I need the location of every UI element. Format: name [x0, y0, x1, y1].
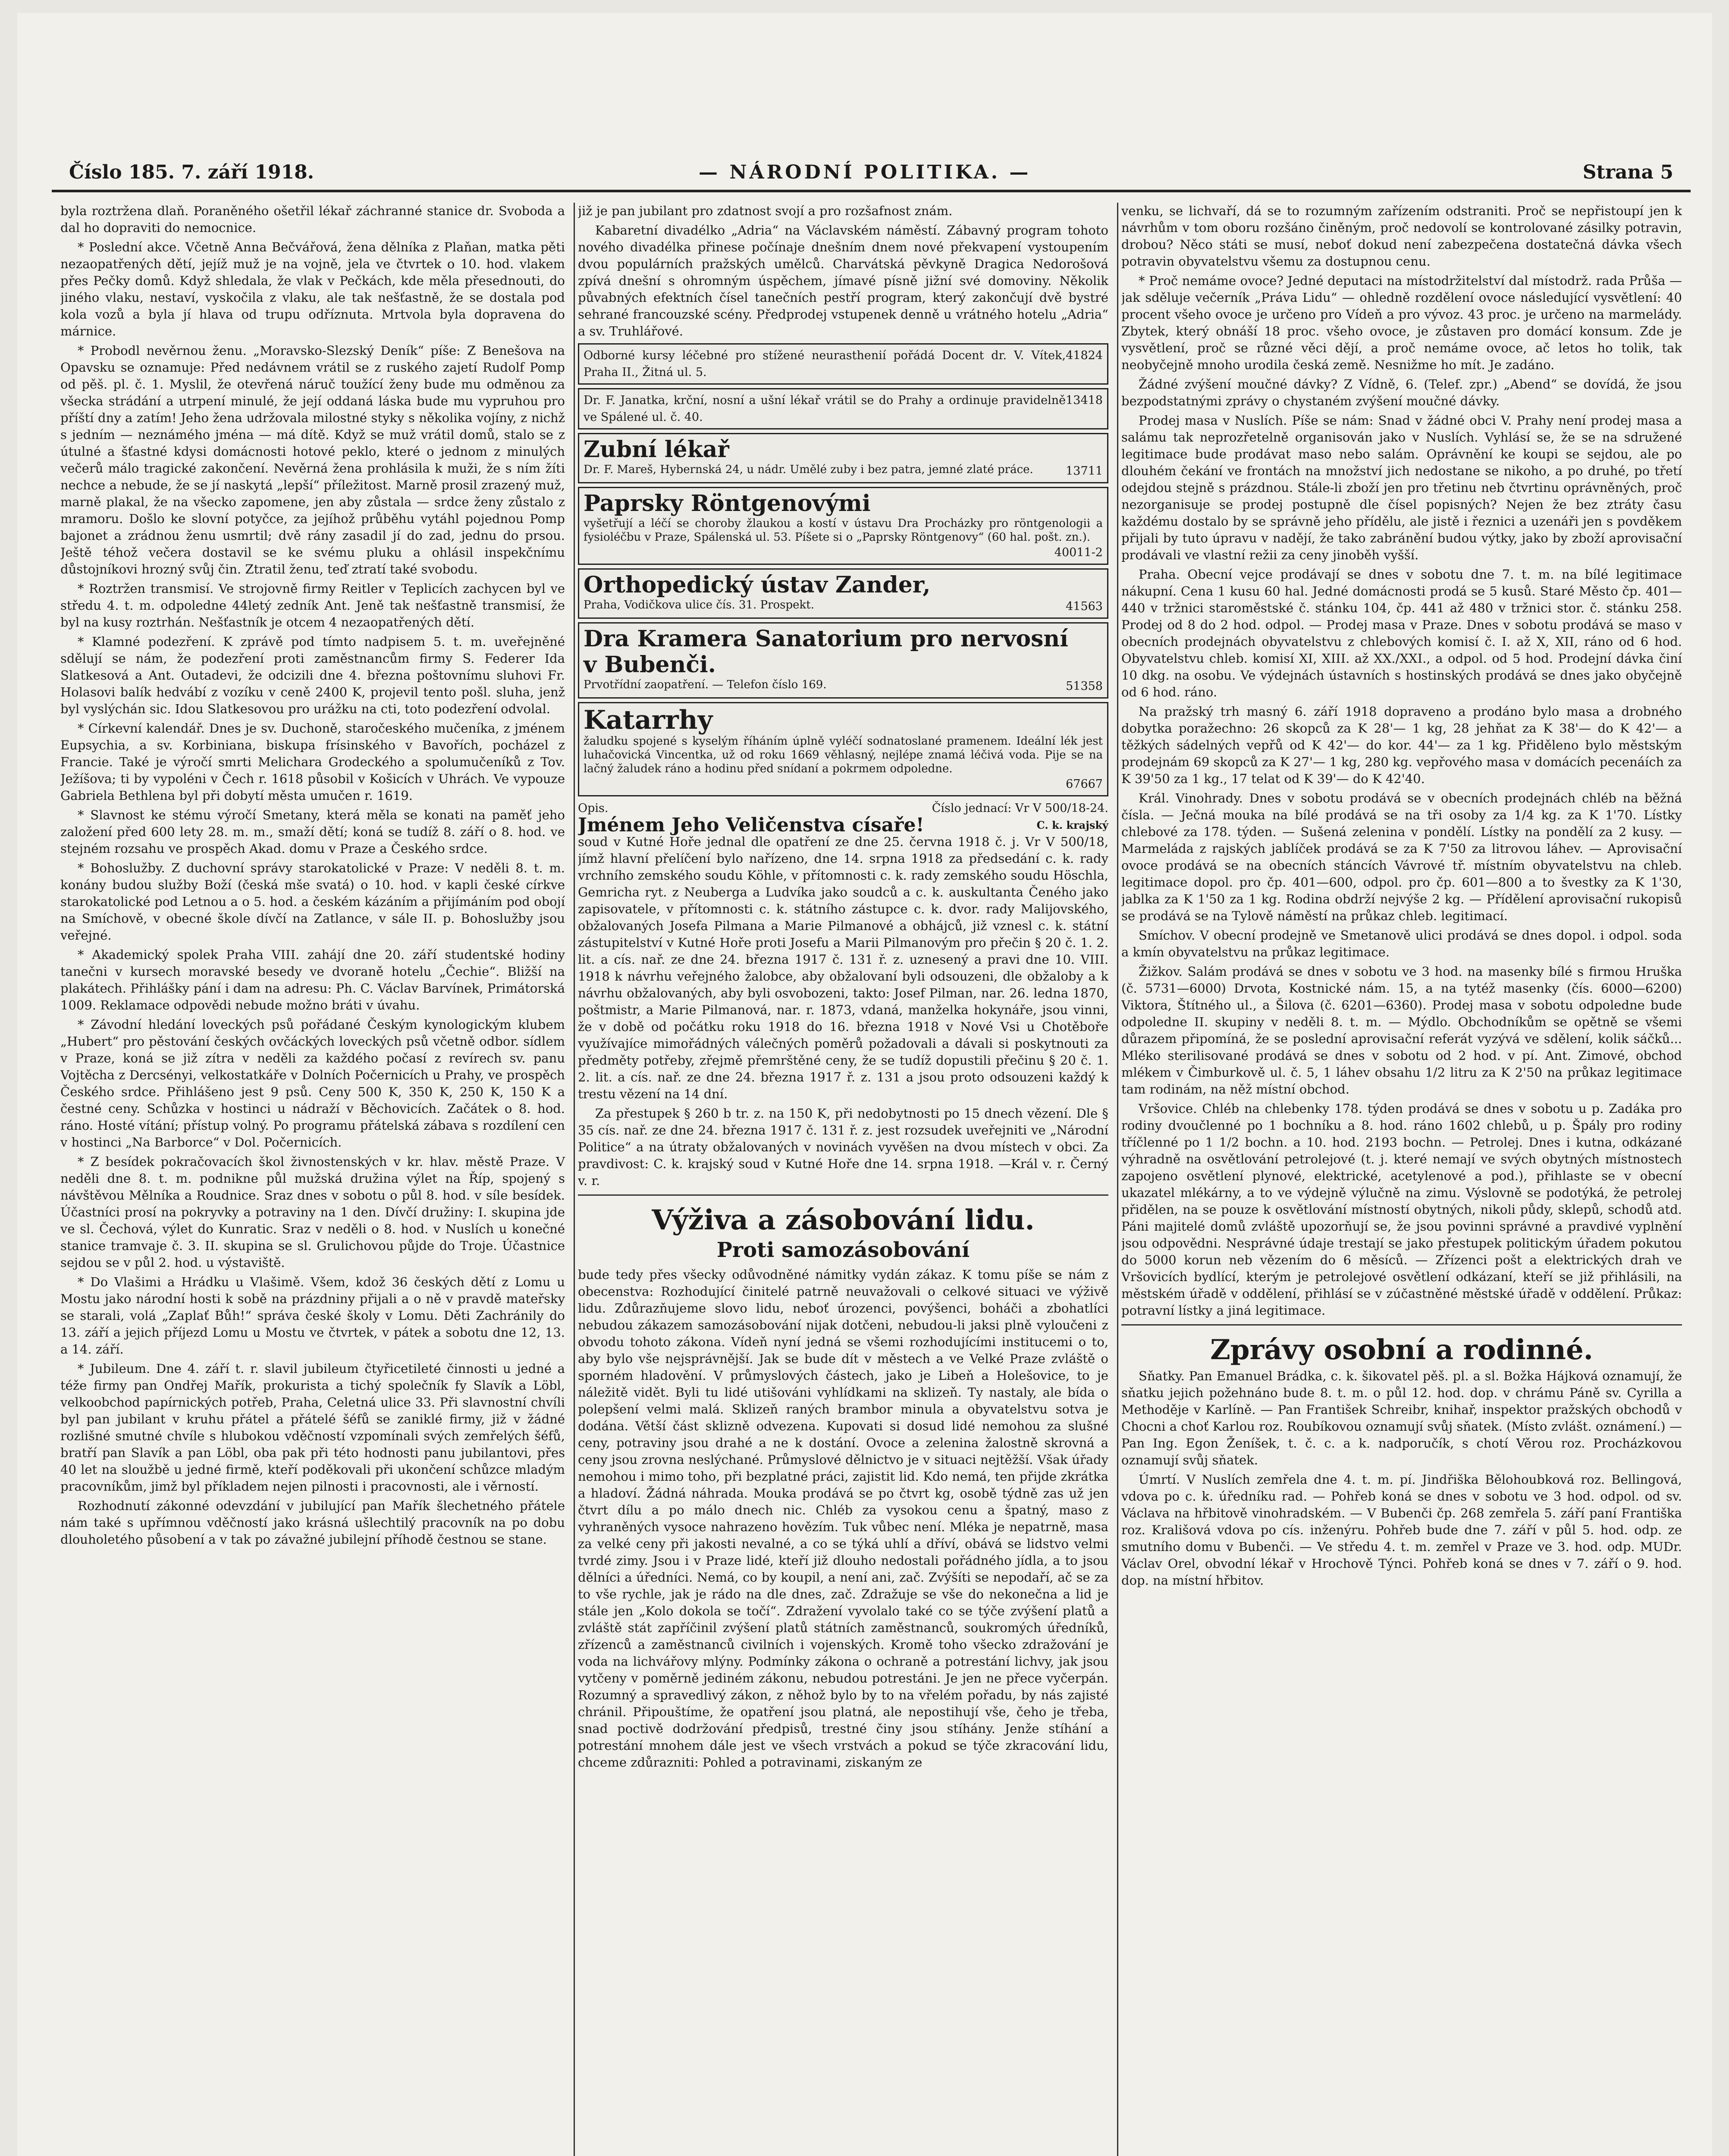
news-item: Úmrtí. V Nuslích zemřela dne 4. t. m. pí. Jindřiška Bělohoubková roz. Bellingová, vdova po c. k. úředníku rad. — Pohřeb koná se dnes v sobotu ve 3 hod. odpol. od sv. Václava na hřbitově vinohradském. — V Bubenči čp. 268 zemřela 5. září paní Františka roz. Krališová vdova po cís. inženýru. Pohřeb bude dne 7. září v půl 5. hod. odp. ze smutního domu v Bubenči. — Ve středu 4. t. m. zemřel v Praze ve 3. hod. odp. MUDr. Václav Orel, obvodní lékař v Hrochově Týnci. Pohřeb koná se dnes v 7. září o 9. hod. dop. na místní hřbitov. — [1121, 1472, 1682, 1588]
decree-body: Za přestupek § 260 b tr. z. na 150 K, při nedobytnosti po 15 dnech vězení. Dle § 35 cís. nař. ze dne 24. března 1917 č. 131 ř. z. jest rozsudek uveřejniti ve „Národní Politice“ a na útraty obžalovaných v novinách vyvěšen na dvou místech v obci. Za pravdivost: C. k. krajský soud v Kutné Hoře dne 14. srpna 1918. —Král v. r. Černý v. r. — [578, 1106, 1108, 1188]
advertisement — [578, 487, 1108, 565]
ad-text: vyšetřují a léčí se choroby žlaukou a kostí v ústavu Dra Procházky pro röntgenologii a fysioléčbu v Praze, Spálenská ul. 53. Píšete si o „Paprsky Röntgenovy“ (60 hal. pošt. zn.). — [584, 517, 1103, 544]
news-item: * Bohoslužby. Z duchovní správy starokatolické v Praze: V neděli 8. t. m. konány budou služby Boží (česká mše svatá) o 10. hod. v kapli české církve starokatolické pod Letnou a o 5. hod. a českém kázáním a přijímáním pod obojí na Smíchově, v obecné škole dívčí na Zatlance, v sále II. p. Bohoslužby jsou veřejné. — [60, 861, 565, 943]
article-body: bude tedy přes všecky odůvodněné námitky vydán zákaz. K tomu píše se nám z obecenstva: Rozhodující činitelé patrně neuvažovali o celkové situaci ve výživě lidu. Zdůrazňujeme slovo lidu, neboť úrozenci, povýšenci, boháči a zbohatlíci nebudou zákazem samozásobování nijak dotčeni, nebudou-li jaksi plně vyloučeni z obvodu tohoto zákona. Vídeň nyní jedná se všemi rozhodujícími institucemi o to, aby bylo vše nejsprávnější. Jak se bude dít v městech a ve Velké Praze zvláště o sporném hladovění. V průmyslových částech, jako je Libeň a Holešovice, to je náležitě vidět. Byli tu lidé utišováni vyhlídkami na sklizeň. Ty nastaly, ale bída o polepšení velmi malá. Sklizeň raných brambor minula a obyvatelstvu sotva je dodána. Větší část sklizně odvezena. Kupovati si dosud lidé nemohou za slušné ceny, potraviny jsou drahé a ne k dostání. Ovoce a zelenina žalostně skrovná a ceny jsou zrovna neslýchané. Průmyslové dělnictvo je v situaci nejtěžší. Však úřady nemohou i mimo toho, při bezplatné práci, zajistit lid. Kdo nemá, ten přijde zkrátka a hladoví. Žádná náhrada. Mouka prodává se po čtvrt kg, osobě týdně zas už jen čtvrt dílu a po málo dnech nic. Chléb za vysokou cenu a špatný, maso z vyhraněných vysoce nahrazeno hovězím. Tuk vůbec není. Mléka je nepatrně, masa za velké ceny při jakosti nevalné, a co se týká uhlí a dříví, obává se lidstvo velmi tvrdé zimy. Jsou i v Praze lidé, kteří již dlouho nedostali pořádného jídla, a to jsou dělníci a úředníci. Nemá, co by koupil, a není ani, zač. Zvýšíti se nepodaří, ač se za to vše rychle, jak je rádo na dle dnes, zač. Zdražuje se vše do nekonečna a lid je stále jen „Kolo dokola se točí“. Zdražení vyvolalo také co se týče zvýšení platů a zvláště stát zapříčinil zvýšení platů státních zaměstnanců, soukromých úředníků, zřízenců a zaměstnanců civilních i vojenských. Kromě toho všecko zdražování je voda na lichvářovy mlýny. Podmínky zákona o ochraně a potrestání lichvy, jak jsou vytčeny v poměrně jediném zákonu, nebudou potrestáni. Je jen ne přece vyčerpán. Rozumný a spravedlivý zákon, z něhož bylo by to na vřelém pořadu, by nás zajisté chránil. Připouštíme, že opatření jsou platná, ale nepostihují vše, čeho je třeba, snad poctivě dodržování předpisů, trestné činy jsou stíhány. Jenže stíhání a potrestání mnohem dále jest ve všech vrstvách a pokud se týče zkracování lidu, chceme zdůrazniti: Pohled a potravinami, ziskaným ze — [578, 1267, 1108, 1770]
news-item: * Závodní hledání loveckých psů pořádané Českým kynologickým klubem „Hubert“ pro pěstování českých ovčáckých loveckých psů včetně odbor. sídlem v Praze, koná se již zítra v neděli za každého počasí z revírech sv. panu Vojtěcha z Dercsényi, velkostatkáře v Dolních Počernicích u Prahy, ve prospěch Českého srdce. Přihlášeno jest 9 psů. Ceny 500 K, 350 K, 250 K, 150 K a čestné ceny. Schůzka v hostinci u nádraží v Běchovicích. Začátek o 8. hod. ráno. Hosté vítání; přístup volný. Po programu přátelská zábava s rozdílení cen v hostinci „Na Barborce“ v Dol. Počernicích. — [60, 1017, 565, 1150]
advertisement — [578, 343, 1108, 385]
news-item: Rozhodnutí zákonné odevzdání v jubilující pan Mařík šlechetného přátele nám také s upřímnou vděčností jako krásná ušlechtilý pracovník na po dobu dlouholetého působení a v tak po závažné jubilejní příhodě čestnou se stane. — [60, 1498, 565, 1547]
section-title: Výživa a zásobování lidu. — [652, 1204, 1035, 1236]
case-number: Číslo jednací: Vr V 500/18-24. — [932, 802, 1108, 815]
news-item: * Probodl nevěrnou ženu. „Moravsko-Slezský Deník“ píše: Z Benešova na Opavsku se oznamuje: Před nedávnem vrátil se z ruského zajetí Rudolf Pomp od pěš. pl. č. 1. Myslil, že otevřená náruč toužící ženy bude mu odměnou za všecka strádání a utrpení minulé, že její oddaná láska bude mu vypruhou pro příští dny a zatím! Jeho žena udržovala milostné styky s několika vojíny, z nichž s jedním — neznámého jména — má dítě. Když se muž vrátil domů, stalo se z útulné a šťastné kdysi domácnosti hotové peklo, které o jednom z minulých večerů málo tragické zakončení. Nevěrná žena prohlásila k muži, že s ním žíti nechce a nebude, že se jí naskytá „lepší“ příležitost. Marně prosil zrazený muž, marně plakal, že na všecko zapomene, jen aby zůstala — srdce ženy zůstalo z mramoru. Došlo ke slovní potyčce, za jejíhož průběhu vytáhl pojednou Pomp bajonet a zrádnou ženu usmrtil; dvě rány zasadil jí do zad, jednu do prsou. Ještě téhož večera dostavil se ke svému pluku a ohlásil inspekčnímu důstojníkovi hrozný svůj čin. Ztratil ženu, teď ztratí také svobodu. — [60, 343, 565, 577]
ad-text: Praha, Vodičkova ulice čís. 31. Prospekt. — [584, 599, 814, 611]
article-title: Proti samozásobování — [716, 1238, 970, 1262]
news-item: Smíchov. V obecní prodejně ve Smetanově ulici prodává se dnes dopol. i odpol. soda a kmín obyvatelstvu na průkaz legitimace. — [1121, 928, 1682, 959]
advertisement — [578, 702, 1108, 796]
newspaper-title: — NÁRODNÍ POLITIKA. — — [699, 161, 1031, 183]
news-item: * Akademický spolek Praha VIII. zahájí dne 20. září studentské hodiny tanečni v kursech moravské besedy ve dvoraně hotelu „Čechie“. Bližší na plakátech. Přihlášky pání i dam na adresu: Ph. C. Václav Barvínek, Primátorská 1009. Reklamace odpovědi nebude možno bráti v úvahu. — [60, 947, 565, 1012]
news-item: * Klamné podezření. K zprávě pod tímto nadpisem 5. t. m. uveřejněné sdělují se nám, že podezření proti zaměstnancům firmy S. Federer Ida Slatkesová a Ant. Outadevi, že odcizili dne 4. března poštovnímu sluhovi Fr. Holasovi balík hedvábí z vozíku v ceně 2400 K, projevil tento pošl. sluha, jenž byl vyslýchán sic. Idou Slatkesovou pro urážku na cti, toto podezření odvolal. — [60, 634, 565, 716]
advertisement — [578, 622, 1108, 699]
news-item: byla roztržena dlaň. Poraněného ošetřil lékař záchranné stanice dr. Svoboda a dal ho dopraviti do nemocnice. — [60, 204, 565, 235]
ad-title: Paprsky Röntgenovými — [584, 490, 871, 517]
column-3 — [1121, 203, 1682, 2156]
newspaper-page — [17, 13, 1712, 2156]
news-item: Kabaretní divadélko „Adria“ na Václavském náměstí. Zábavný program tohoto nového divadélka přinese počínaje dnešním dnem nové překvapení vystoupením dvou populárních pražských umělců. Charvátská pěvkyně Dragica Nedorošová zpívá dnešní s ohromným úspěchem, jímavé písně jižní své domoviny. Několik půvabných efektních čísel tanečních pestří program, který zakončují dvě bystré sehrané francouzské scény. Předprodej vstupenek denně u vrátného hotelu „Adria“ a sv. Truhlářové. — [578, 223, 1108, 338]
news-item: * Slavnost ke stému výročí Smetany, která měla se konati na paměť jeho založení před 600 lety 28. m. m., smaží dětí; koná se tudíž 8. září o 8. hod. ve stejném rozsahu ve prospěch Akad. domu v Praze a Českého srdce. — [60, 808, 565, 856]
ad-number: 13418 — [1066, 394, 1103, 407]
news-item: * Církevní kalendář. Dnes je sv. Duchoně, staročeského mučeníka, z jménem Eupsychia, a sv. Korbiniana, biskupa frísinského v Bavořích, pocházel z Francie. Také je výročí smrti Melichara Grodeckého a spolumučeníků z Tov. Ježíšova; ti by vypoléni v Čech r. 1618 působil v Košicích v Uhrách. Ve vypouze Gabriela Bethlena byl při dobytí města umučen r. 1619. — [60, 721, 565, 803]
ad-number: 41563 — [1066, 600, 1103, 613]
masthead — [52, 155, 1691, 192]
news-item: Prodej masa v Nuslích. Píše se nám: Snad v žádné obci V. Prahy není prodej masa a salámu tak neprozřetelně organisován jako v Nuslích. Vyhlásí se, že se na sdružené legitimace bude prodávat maso nebo salám. Oprávnění ke koupi se sejdou, ale po dlouhém čekání ve frontách na množství jich nedostane se nikoho, a po druhé, po třetí odejdou stejně s prázdnou. Stále-li zboží jen pro třetinu neb čtvrtinu oprávněných, proč nezorganisuje se prodej postupně dle čísel popisných? Nejen že bez ztráty času každému dostalo by se správně jeho přídělu, ale jistě i řeznici a uzenáři jen s povděkem přijali by tuto úpravu v nadějí, že tako zabránění budou výtky, jako by zboží aprovisační prodávali ve vlastní režii za ceny jinoběh vyšší. — [1121, 413, 1682, 562]
news-item: * Jubileum. Dne 4. září t. r. slavil jubileum čtyřicetileté činnosti u jedné a téže firmy pan Ondřej Mařík, prokurista a tichý společník fy Slavík a Löbl, velkoobchod papírnických potřeb, Praha, Celetná ulice 33. Při slavnostní chvíli byl pan jubilant v kruhu přátel a přátelé šéfů se zaniklé firmy, již v žádné rozlišné smutné chvíle s hlubokou vděčností vzpomínali svých zemřelých šéfů, bratří pan Slavík a pan Löbl, oba pak při této hodnosti panu jubilantovi, přes 40 let na sloužbě u jedné firmě, kteří poděkovali při ukončení schůzce mladým pracovníkům, jimž byl příkladem nejen pilnosti i pracovnosti, ale i věrností. — [60, 1361, 565, 1494]
news-item: Na pražský trh masný 6. září 1918 dopraveno a prodáno bylo masa a drobného dobytka poražechno: 26 skopců za K 28'— 1 kg, 28 jehňat za K 38'— do K 42'— a těžkých sádelných vepřů od K 42'— do kor. 44'— za 1 kg. Přiděleno bylo městským prodejnám 69 skopců za K 27'— 1 kg, 280 kg. vepřového masa v domácích pecenáích za K 39'50 za 1 kg., 17 telat od K 39'— do K 42'40. — [1121, 704, 1682, 786]
advertisement — [578, 388, 1108, 429]
ad-number: 51358 — [1066, 680, 1103, 693]
news-item: Žádné zvýšení moučné dávky? Z Vídně, 6. (Telef. zpr.) „Abend“ se dovídá, že jsou bezpodstatnými zprávy o chystaném zvýšení moučné dávky. — [1121, 377, 1682, 408]
ad-text: Dr. F. Mareš, Hybernská 24, u nádr. Umělé zuby i bez patra, jemné zlaté práce. — [584, 463, 1033, 476]
decree-title-row — [578, 814, 1108, 836]
news-item: již je pan jubilant pro zdatnost svojí a pro rozšafnost znám. — [578, 204, 953, 218]
section-title: Zprávy osobní a rodinné. — [1210, 1334, 1593, 1366]
ad-text: Odborné kursy léčebné pro stížené neurasthenií pořádá Docent dr. V. Vítek, Praha II., Žitná ul. 5. — [584, 349, 1066, 379]
ad-number: 13711 — [1066, 464, 1103, 478]
advertisement — [578, 433, 1108, 483]
news-item: Praha. Obecní vejce prodávají se dnes v sobotu dne 7. t. m. na bílé legitimace nákupní. Cena 1 kusu 60 hal. Jedné domácnosti prodá se 5 kusů. Staré Město čp. 401—440 v tržnici staroměstské č. stánku 104, čp. 441 až 480 v tržnici stor. č. stánku 258. Prodej od 8 do 2 hod. odpol. — Prodej masa v Praze. Dnes v sobotu prodává se maso v obecních prodejnách obyvatelstvu z chlebových komisí č. I. až X, XII, ráno od 6 hod. Obyvatelstvu chleb. komisí XI, XIII. až XX./XXI., a odpol. od 5 hod. Prodejní dávka činí 10 dkg. na osobu. Ve výdejnách ústavních s hostinských prodává se dnes jako obyčejně od 6 hod. ráno. — [1121, 567, 1682, 699]
news-item: Žižkov. Salám prodává se dnes v sobotu ve 3 hod. na masenky bílé s firmou Hruška (č. 5731—6000) Drvota, Kostnické nám. 15, a na tytéž masenky (čís. 6000—6200) Viktora, Štítného ul., a Šilova (č. 6201—6360). Prodej masa v sobotu odpoledne bude odpoledne II. skupiny v neděli 8. t. m. — Mýdlo. Obchodníkům se opětně se všemi důrazem připomíná, že se poslední aprovisační referát vyzývá ve sdělení, kolik sáčků... Mléko sterilisované prodává se dnes v sobotu od 2 hod. v pí. Ant. Zimové, obchod mlékem v Čimburkově ul. č. 5, 1 láhev obsahu 1/2 litru za K 2'50 na průkaz legitimace tam rodinám, na něž místní obchod. — [1121, 964, 1682, 1097]
page-number: Strana 5 — [1582, 161, 1673, 183]
ad-number: 67667 — [1066, 777, 1103, 791]
ad-title: Orthopedický ústav Zander, — [584, 572, 931, 598]
opis-label: Opis. — [578, 802, 609, 815]
column-1 — [60, 203, 575, 2156]
news-item: Král. Vinohrady. Dnes v sobotu prodává se v obecních prodejnách chléb na běžná čísla. — Ječná mouka na bílé prodává se na tři osoby za 1/4 kg. za K 1'70. Lístky chlebové za 178. týden. — Sušená zelenina v pondělí. Lístky na pondělí za 2 kusy. — Marmeláda z rajských jablíček prodává se za K 7'50 za litrovou láhev. — Aprovisační ovoce prodává se na obecních stáncích Vávrové tř. místním obyvatelstvu na chleb. legitimace dopol. pro čp. 401—600, odpol. pro čp. 601—800 a to švestky za K 1'30, jablka za K 1'50 za 1 kg. Rodina obdrží nejvýše 2 kg. — Přídělení aprovisační rukopisů se prodává se na Tylově náměstí na průkaz chleb. legitimací. — [1121, 791, 1682, 923]
divider — [1121, 1324, 1682, 1326]
news-item: * Proč nemáme ovoce? Jedné deputaci na místodržitelství dal místodrž. rada Průša — jak sděluje večerník „Práva Lidu“ — ohledně rozdělení ovoce následující vysvětlení: 40 procent všeho ovoce je určeno pro Vídeň a pro vývoz. 43 proc. je určeno na marmelády. Zbytek, který obnáší 18 proc. všeho ovoce, je zůstaven pro domácí konsum. Zde je vysvětlení, proč se různé věci dějí, a proč nemáme ovoce, ač letos ho tolik, tak neobyčejně mnoho urodila česká země. Nesnižme ho mít. Je zadáno. — [1121, 273, 1682, 372]
ad-title: Dra Kramera Sanatorium pro nervosní — [584, 626, 1068, 652]
divider — [578, 1194, 1108, 1196]
column-2 — [578, 203, 1118, 2156]
advertisement — [578, 568, 1108, 619]
decree-court: C. k. krajský — [1036, 819, 1108, 831]
ad-subtitle: v Bubenči. — [584, 652, 716, 678]
news-item: * Roztržen transmisí. Ve strojovně firmy Reitler v Teplicích zachycen byl ve středu 4. t. m. odpoledne 44letý zedník Ant. Jeně tak nešťastně transmisí, že byl na kusy roztrhán. Nešťastník je otcem 4 nezaopatřených dětí. — [60, 581, 565, 630]
news-item: Sňatky. Pan Emanuel Brádka, c. k. šikovatel pěš. pl. a sl. Božka Hájková oznamují, že sňatku jejich požehnáno bude 8. t. m. o půl 12. hod. dop. v chrámu Páně sv. Cyrilla a Methoděje v Karlíně. — Pan František Schreibr, knihař, inspektor pražských obchodů v Chocni a choť Karlou roz. Roubíkovou oznamují svůj sňatek. (Místo zvlášt. oznámení.) — Pan Ing. Egon Ženíšek, t. č. c. a k. nadporučík, s chotí Věrou roz. Procházkovou oznamují svůj sňatek. — [1121, 1369, 1682, 1467]
ad-text: Dr. F. Janatka, krční, nosní a ušní lékař vrátil se do Prahy a ordinuje pravidelně ve Spálené ul. č. 40. — [584, 394, 1066, 424]
issue-number: Číslo 185. 7. září 1918. — [69, 161, 314, 183]
news-item: * Z besídek pokračovacích škol živnostenských v kr. hlav. městě Praze. V neděli dne 8. t. m. podnikne půl mužská družina výlet na Říp, spojený s návštěvou Mělníka a Roudnice. Sraz dnes v sobotu o půl 8. hod. v síle besídek. Účastníci prosí na pokryvky a potraviny na 1 den. Dívčí družiny: I. skupina jde ve sl. Čechová, výlet do Kunratic. Sraz v neděli o 8. hod. v Nuslích u konečné stanice tramvaje č. 3. II. skupina se sl. Grulichovou půjde do Troje. Účastnice sejdou se v půl 2. hod. u výstaviště. — [60, 1154, 565, 1270]
ad-number: 40011-2 — [1054, 546, 1103, 559]
ad-number: 41824 — [1066, 349, 1103, 362]
decree-title: Jménem Jeho Veličenstva císaře! — [578, 814, 924, 836]
ad-title: Katarrhy — [584, 705, 713, 735]
news-item: Vršovice. Chléb na chlebenky 178. týden prodává se dnes v sobotu u p. Zadáka pro rodiny dvoučlenné po 1 bochníku a 8. hod. ráno 1602 chlebů, u p. Špály pro rodiny tříčlenné po 1 1/2 bochn. a 10. hod. 2193 bochn. — Petrolej. Dnes i kutna, odkázané výhradně na osvětlování petrolejové (t. j. které nemají ve svých obytných místnostech zapojeno osvětlení plynové, elektrické, acetylenové a pod.), přihlaste se v obecní ukazatel mlékárny, a to ve výdejně výlučně na zimu. Výslovně se podotýká, že petrolej přidělen, na se pouze k osvětlování místností obytných, nikoli půdy, sklepů, schodů atd. Páni majitelé domů zvláště upozorňují se, že jsou povinni správné a pravdivé vyplnění jsou odpovědni. Nesprávné údaje trestají se jako přestupek politickým úřadem pokutou do 5000 korun neb vězením do 6 měsíců. — Zřízenci pošt a elektrických drah ve Vršovicích bydlící, kterým je petrolejové osvětlení odkázaní, kteří se již přihlásili, na městském úřadě v oddělení, přihlásí se v zúčastněné městské úřadě v oddělení. Průkaz: potravní lístky a jiná legitimace. — [1121, 1101, 1682, 1318]
news-item: * Poslední akce. Včetně Anna Bečvářová, žena dělníka z Plaňan, matka pěti nezaopatřených dětí, jejíž muž je na vojně, jela ve čtvrtek o 10. hod. vlakem přes Pečky domů. Když shledala, že vlak v Pečkách, kde měla přesednouti, do jiného vlaku, nestaví, vyskočila z vlaku, ale tak nešťastně, že se dostala pod kola vozů a byla jí hlava od trupu odříznuta. Mrtvola byla dopravena do márnice. — [60, 240, 565, 338]
ad-text: Prvotřídní zaopatření. — Telefon číslo 169. — [584, 678, 827, 691]
ad-title: Zubní lékař — [584, 436, 729, 463]
decree-body: soud v Kutné Hoře jednal dle opatření ze dne 25. června 1918 č. j. Vr V 500/18, jímž hlavní přelíčení bylo nařízeno, dne 14. srpna 1918 za předsedání c. k. rady vrchního zemského soudu Köhle, v přítomnosti c. k. rady zemského soudu Höschla, Gemricha ryt. z Neuberga a Ludvíka jako soudců a c. k. auskultanta Čeného jako zapisovatele, v přítomnosti c. k. státního zástupce c. k. dvor. rady Malijovského, obžalovaných Josefa Pilmana a Marie Pilmanové a obhájců, již vznesl c. k. státní zástupitelství v Kutné Hoře proti Josefu a Marii Pilmanovým pro přečin § 20 č. 1. 2. lit. a cís. nař. ze dne 24. března 1917 č. 131 ř. z. uznesený a pravi dne 10. VIII. 1918 k návrhu veřejného žalobce, aby obžalovaní byli odsouzeni, dle obžaloby a k návrhu obžalovaných, aby byli osvobozeni, takto: Josef Pilman, nar. 26. ledna 1870, poštmistr, a Marie Pilmanová, nar. r. 1873, vdaná, manželka hokynáře, jsou vinni, že v době od počátku roku 1918 do 16. března 1918 v Nové Vsi u Chotěboře využívajíce mimořádných válečných poměrů požadovali a dávali si poskytnouti za předměty potřeby, zřejmě přemrštěné ceny, že se tudíž dopustili přečinu § 20 č. 1. 2. lit. a cís. nař. ze dne 24. března 1917 ř. z. 131 a jsou proto odsouzeni každý k trestu vězení na 14 dní. — [578, 834, 1108, 1101]
news-item: * Do Vlašimi a Hrádku u Vlašimě. Všem, kdož 36 českých dětí z Lomu u Mostu jako národní hosti k sobě na prázdniny přijali a o ně v pravdě mateřsky se starali, volá „Zaplať Bůh!“ správa české školy v Lomu. Děti Zachránily do 13. září a jejich příjezd Lomu u Mostu ve čtvrtek, v pátek a sobotu dne 12, 13. a 14. září. — [60, 1275, 565, 1357]
news-item: venku, se lichvaří, dá se to rozumným zařízením odstraniti. Proč se nepřistoupí jen k návrhům v tom oboru rozšáno činěným, proč nedovolí se kontrolované zásilky potravin, drobou? Něco státi se musí, neboť dokud není zabezpečena dostatečná dávka všech potravin obyvatelstvu všemu za dostupnou cenu. — [1121, 204, 1682, 269]
ad-text: žaludku spojené s kyselým říháním úplně vyléčí sodnatoslané pramenem. Ideální lék jest luhačovická Vincentka, už od roku 1669 věhlasný, nejlépe znamá léčivá voda. Pije se na lačný žaludek ráno a hodinu před snídaní a pokrmem odpoledne. — [584, 735, 1103, 775]
